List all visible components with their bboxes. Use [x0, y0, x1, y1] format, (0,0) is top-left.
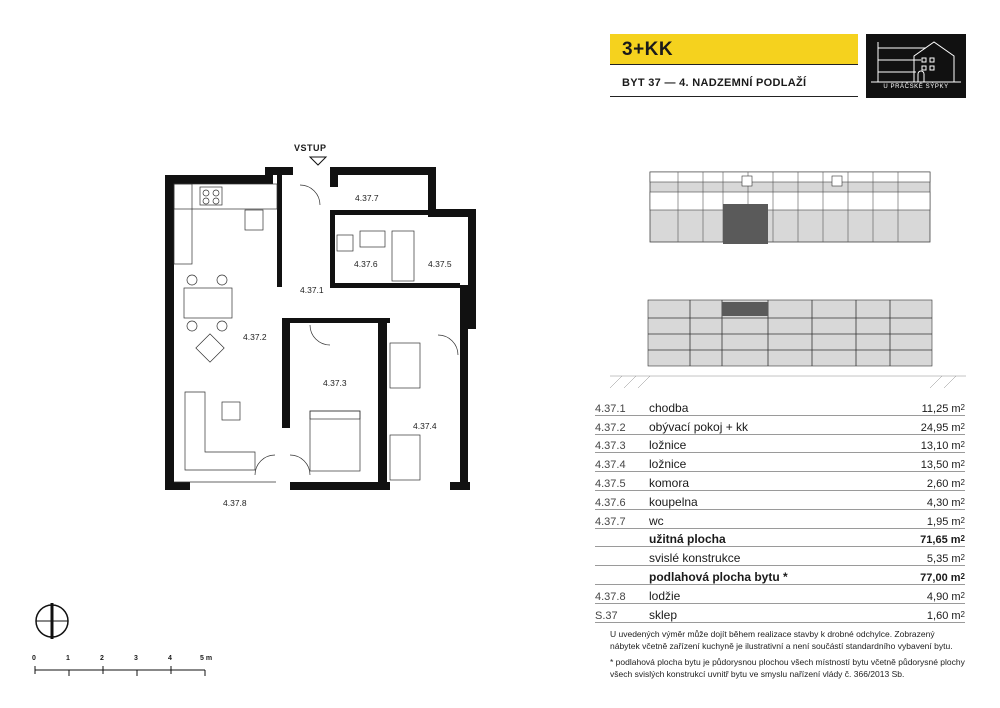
area-row [595, 584, 965, 603]
note-disclaimer: U uvedených výměr může dojít během realizace stavby k drobné odchylce. Zobrazený nábytek včetně zařízení kuchyně je ilustrativní a není součástí standardního vybavení bytu. [610, 629, 953, 651]
area-code: 4.37.4 [595, 453, 649, 472]
area-value-text: 11,25 m [921, 402, 961, 415]
divider [610, 96, 858, 97]
area-code: 4.37.7 [595, 509, 649, 528]
scale-tick: 1 [66, 655, 70, 662]
area-row [595, 603, 965, 622]
unit-superscript: 2 [960, 421, 965, 431]
area-value-text: 13,10 m [920, 440, 961, 453]
building-section-thumbnail [610, 296, 966, 392]
area-name: sklep [649, 603, 888, 622]
logo-text: U PRÁČSKÉ SÝPKY [883, 84, 949, 90]
entrance-label: VSTUP [294, 143, 327, 153]
unit-superscript: 2 [960, 515, 965, 525]
area-value-text: 4,90 m [926, 590, 961, 603]
area-value-text: 24,95 m [920, 421, 961, 434]
area-row [595, 566, 965, 585]
area-row [595, 434, 965, 453]
area-code [595, 547, 649, 566]
area-code [595, 528, 649, 547]
area-value-text: 2,60 m [926, 477, 961, 490]
scale-bar [34, 664, 214, 678]
area-row [595, 490, 965, 509]
area-value [888, 566, 965, 585]
area-value [888, 547, 965, 566]
area-value-text: 71,65 m [920, 534, 961, 547]
area-name: ložnice [649, 453, 888, 472]
room-label: 4.37.4 [413, 421, 437, 431]
area-code [595, 566, 649, 585]
room-label: 4.37.6 [354, 259, 378, 269]
area-value [888, 490, 965, 509]
room-label: 4.37.7 [355, 193, 379, 203]
scale-tick: 4 [168, 655, 172, 662]
area-value-text: 1,60 m [926, 609, 961, 622]
divider [610, 64, 858, 65]
scale-tick: 0 [32, 655, 36, 662]
area-value-text: 1,95 m [926, 515, 961, 528]
unit-superscript: 2 [960, 590, 965, 600]
area-value-text: 5,35 m [926, 553, 961, 566]
unit-superscript: 2 [960, 534, 965, 544]
entrance-arrow-icon [310, 157, 326, 165]
room-label: 4.37.5 [428, 259, 452, 269]
area-value [888, 472, 965, 491]
area-code: 4.37.8 [595, 584, 649, 603]
area-name: chodba [649, 397, 888, 415]
room-label: 4.37.3 [323, 378, 347, 388]
room-label: 4.37.1 [300, 285, 324, 295]
unit-superscript: 2 [960, 571, 965, 581]
area-name: komora [649, 472, 888, 491]
area-table [595, 397, 965, 623]
area-row [595, 472, 965, 491]
apartment-subtitle: BYT 37 — 4. NADZEMNÍ PODLAŽÍ [622, 77, 807, 89]
area-value [888, 397, 965, 415]
area-value [888, 584, 965, 603]
unit-superscript: 2 [960, 496, 965, 506]
area-code: S.37 [595, 603, 649, 622]
area-value [888, 453, 965, 472]
unit-superscript: 2 [960, 553, 965, 563]
unit-superscript: 2 [960, 477, 965, 487]
area-value-text: 13,50 m [920, 459, 961, 472]
area-row [595, 547, 965, 566]
area-code: 4.37.1 [595, 397, 649, 415]
area-row [595, 528, 965, 547]
area-code: 4.37.2 [595, 415, 649, 434]
unit-superscript: 2 [960, 459, 965, 469]
unit-superscript: 2 [960, 402, 965, 412]
scale-tick: 5 m [200, 655, 213, 662]
north-arrow-icon [33, 602, 71, 640]
area-code: 4.37.6 [595, 490, 649, 509]
note-floor-area: * podlahová plocha bytu je půdorysnou plochou všech místností bytu včetně půdorysné plochy všech svislých konstrukcí uvnitř bytu ve smyslu nařízení vlády č. 366/2013 Sb. [610, 657, 965, 679]
area-name: wc [649, 509, 888, 528]
area-row [595, 415, 965, 434]
area-name: koupelna [649, 490, 888, 509]
room-label: 4.37.8 [223, 498, 247, 508]
area-code: 4.37.5 [595, 472, 649, 491]
area-row [595, 453, 965, 472]
area-name: podlahová plocha bytu * [649, 566, 888, 585]
area-row [595, 509, 965, 528]
room-label: 4.37.2 [243, 332, 267, 342]
area-value [888, 528, 965, 547]
unit-superscript: 2 [960, 609, 965, 619]
unit-superscript: 2 [960, 440, 965, 450]
area-value [888, 509, 965, 528]
area-value [888, 415, 965, 434]
area-code: 4.37.3 [595, 434, 649, 453]
area-name: lodžie [649, 584, 888, 603]
apartment-type: 3+KK [622, 39, 674, 60]
scale-tick: 2 [100, 655, 104, 662]
area-row [595, 397, 965, 415]
area-name: užitná plocha [649, 528, 888, 547]
area-value [888, 434, 965, 453]
footnotes [610, 628, 966, 680]
area-name: svislé konstrukce [649, 547, 888, 566]
floor-plan [160, 155, 480, 525]
scale-tick: 3 [134, 655, 138, 662]
building-floor-thumbnail [648, 164, 936, 256]
area-value [888, 603, 965, 622]
area-value-text: 77,00 m [920, 571, 961, 584]
area-value-text: 4,30 m [926, 496, 961, 509]
area-name: obývací pokoj + kk [649, 415, 888, 434]
area-name: ložnice [649, 434, 888, 453]
